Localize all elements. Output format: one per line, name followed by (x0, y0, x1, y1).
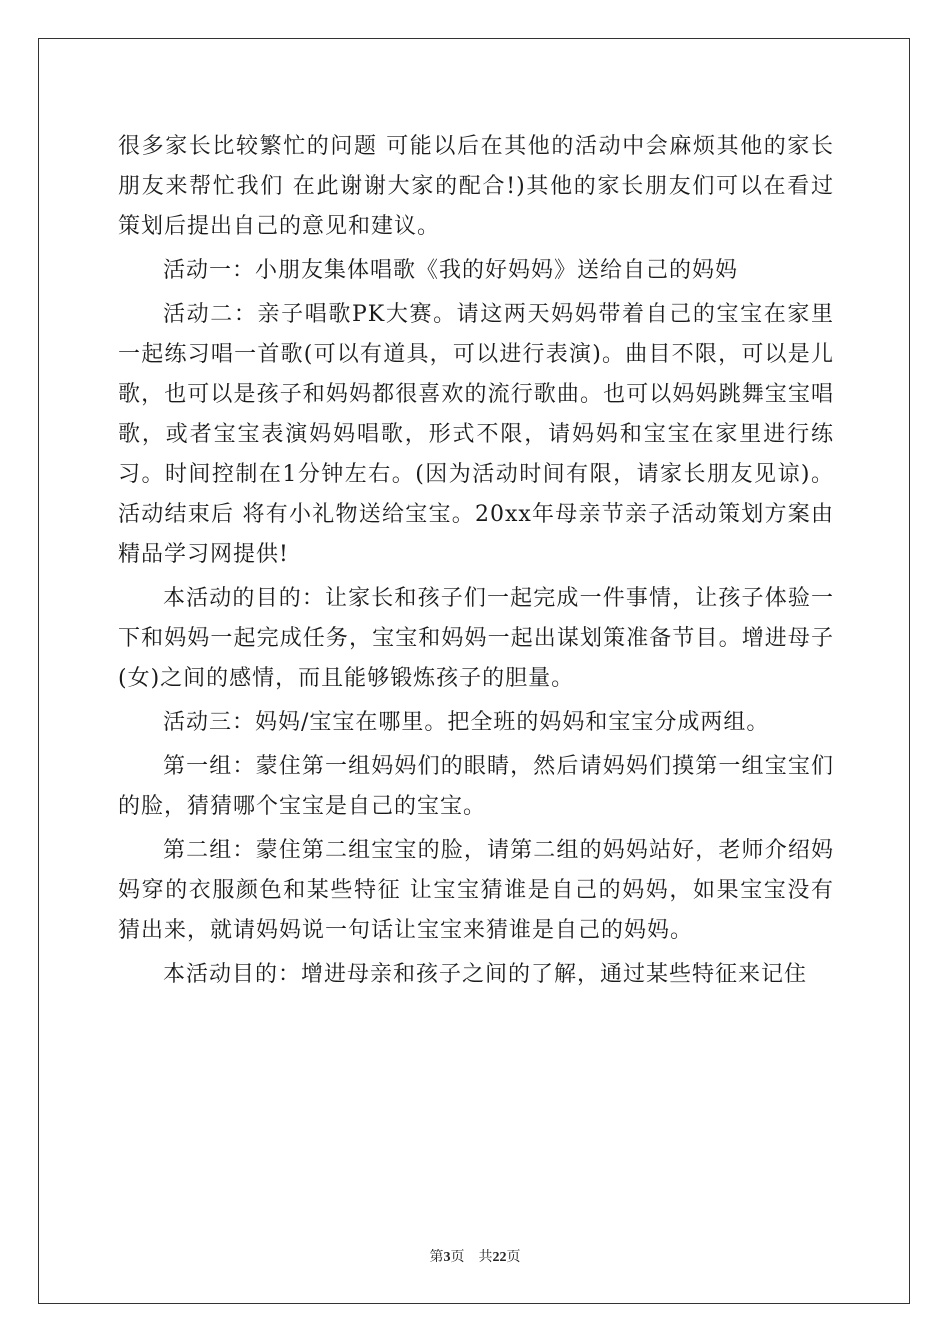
paragraph-activity-three-purpose: 本活动目的：增进母亲和孩子之间的了解，通过某些特征来记住 (163, 962, 808, 987)
page-current-number: 3 (443, 1250, 451, 1265)
paragraph-activity-two: 活动二：亲子唱歌PK大赛。请这两天妈妈带着自己的宝宝在家里一起练习唱一首歌(可以有道具，可以进行表演)。曲目不限，可以是儿歌，也可以是孩子和妈妈都很喜欢的流行歌曲。也可以妈妈跳舞宝宝唱歌，或者宝宝表演妈妈唱歌，形式不限，请妈妈和宝宝在家里进行练习。时间控制在1分钟左右。(因为活动时间有限，请家长朋友见谅)。活动结束后 将有小礼物送给宝宝。20xx年母亲节亲子活动策划方案由精品学习网提供! (118, 302, 834, 567)
paragraph-activity-purpose: 本活动的目的：让家长和孩子们一起完成一件事情，让孩子体验一下和妈妈一起完成任务，宝宝和妈妈一起出谋划策准备节目。增进母子(女)之间的感情，而且能够锻炼孩子的胆量。 (118, 586, 834, 691)
total-prefix: 共 (478, 1250, 493, 1265)
total-suffix: 页 (506, 1250, 521, 1265)
document-body (118, 127, 834, 995)
paragraph: 很多家长比较繁忙的问题 可能以后在其他的活动中会麻烦其他的家长朋友来帮忙我们 在此谢谢大家的配合!)其他的家长朋友们可以在看过策划后提出自己的意见和建议。 (118, 134, 834, 239)
page-prefix: 第 (429, 1250, 444, 1265)
page-footer (0, 1246, 950, 1266)
paragraph-group-two: 第二组：蒙住第二组宝宝的脸，请第二组的妈妈站好，老师介绍妈妈穿的衣服颜色和某些特征 让宝宝猜谁是自己的妈妈，如果宝宝没有猜出来，就请妈妈说一句话让宝宝来猜谁是自己的妈妈。 (118, 838, 834, 943)
paragraph-activity-one: 活动一：小朋友集体唱歌《我的好妈妈》送给自己的妈妈 (163, 258, 739, 283)
paragraph-group-one: 第一组：蒙住第一组妈妈们的眼睛，然后请妈妈们摸第一组宝宝们的脸，猜猜哪个宝宝是自己的宝宝。 (118, 754, 834, 819)
page-suffix: 页 (450, 1250, 465, 1265)
page-total-number: 22 (492, 1250, 507, 1265)
paragraph-activity-three: 活动三：妈妈/宝宝在哪里。把全班的妈妈和宝宝分成两组。 (163, 710, 770, 735)
